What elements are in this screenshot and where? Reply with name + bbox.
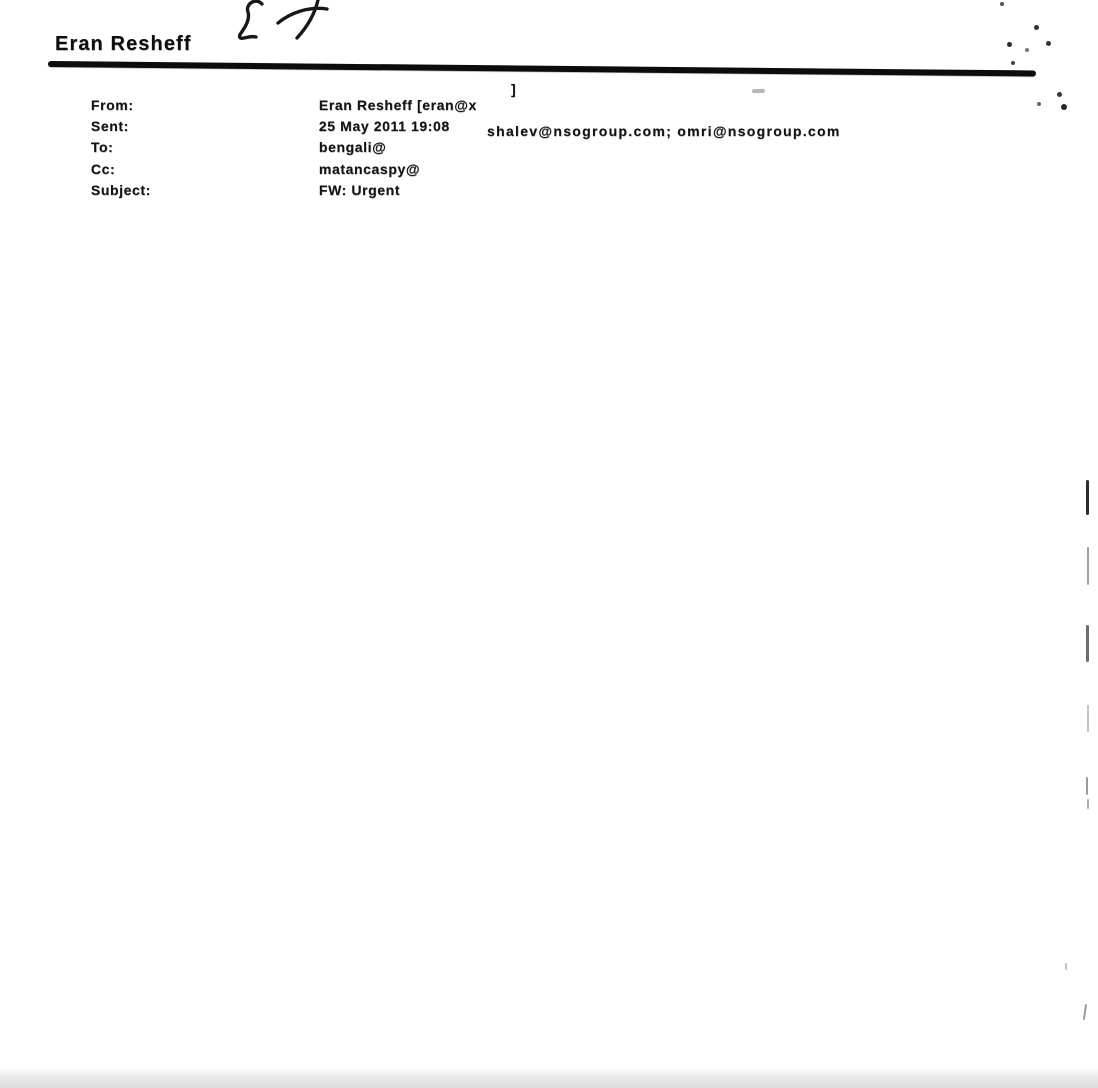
page-title: Eran Resheff (55, 33, 192, 55)
email-header-block (0, 81, 1098, 198)
title-divider (48, 61, 1036, 76)
body-line (0, 673, 1098, 695)
body-line (0, 449, 1098, 471)
body-line (0, 630, 1098, 652)
scan-artifact-tick (1086, 777, 1088, 795)
scan-artifact-dot (1037, 102, 1041, 106)
body-line (0, 993, 1098, 1015)
eset-link[interactable] (0, 808, 1098, 830)
scan-artifact-dot (1057, 92, 1062, 97)
header-value: FW: Urgent (318, 181, 401, 198)
header-row (0, 123, 1098, 156)
body-line (0, 787, 1098, 809)
header-value-secondary: shalev@nsogroup.com; omri@nsogroup.com (487, 123, 841, 140)
body-line (0, 971, 1098, 993)
scan-artifact-tick (1086, 625, 1089, 662)
header-value: bengali@ (318, 139, 387, 156)
scan-artifact-dash (752, 89, 765, 93)
header-row (0, 81, 1098, 113)
body-line (0, 378, 1098, 400)
body-line (0, 851, 1098, 873)
scan-artifact-dot (1046, 41, 1051, 46)
body-line (0, 873, 1098, 895)
header-value: Eran Resheff [eran@x (318, 97, 477, 113)
body-line (0, 561, 1098, 583)
header-value: 25 May 2011 19:08 (318, 118, 450, 135)
header-row (0, 166, 1098, 198)
header-label: To: (90, 139, 114, 156)
scan-artifact-tick (1087, 799, 1089, 809)
header-value: matancaspy@ (318, 160, 421, 177)
body-line (0, 428, 1098, 450)
body-line (0, 949, 1098, 971)
scan-artifact-dot (1011, 61, 1015, 65)
body-line (0, 830, 1098, 852)
body-line (0, 765, 1098, 787)
email-body (0, 292, 1098, 1057)
body-line (0, 471, 1098, 493)
scan-artifact-tick (1086, 480, 1089, 515)
body-line (0, 587, 1098, 609)
header-label: Cc: (90, 160, 116, 177)
body-line (0, 335, 1098, 357)
scan-artifact-tick (1065, 963, 1067, 970)
header-label: Sent: (90, 118, 129, 135)
scan-artifact-tick (1087, 547, 1089, 585)
body-line (0, 492, 1098, 514)
body-line (0, 1014, 1098, 1036)
scan-edge-strip (0, 1067, 1098, 1088)
handwritten-mark (195, 0, 375, 58)
body-line (0, 400, 1098, 422)
body-line (0, 357, 1098, 379)
scan-artifact-dot (1025, 48, 1029, 52)
body-line (0, 652, 1098, 674)
header-label: From: (90, 97, 134, 113)
body-line (0, 928, 1098, 950)
body-line (0, 895, 1098, 917)
body-line (0, 722, 1098, 744)
scan-artifact-dot (1061, 104, 1067, 110)
scan-artifact-dot (1007, 42, 1012, 47)
body-line (0, 700, 1098, 722)
body-line (0, 743, 1098, 765)
eset-link[interactable] (0, 1036, 1098, 1058)
scan-artifact-tick (1087, 705, 1089, 732)
body-line (0, 608, 1098, 630)
header-row (0, 145, 1098, 177)
body-line (0, 518, 1098, 540)
header-bracket: ] (511, 81, 517, 97)
header-label: Subject: (90, 181, 151, 198)
body-line (0, 292, 1098, 314)
body-line (0, 314, 1098, 336)
body-line (0, 540, 1098, 562)
scan-artifact-dot (1034, 25, 1039, 30)
scan-artifact-dot (1000, 2, 1004, 6)
